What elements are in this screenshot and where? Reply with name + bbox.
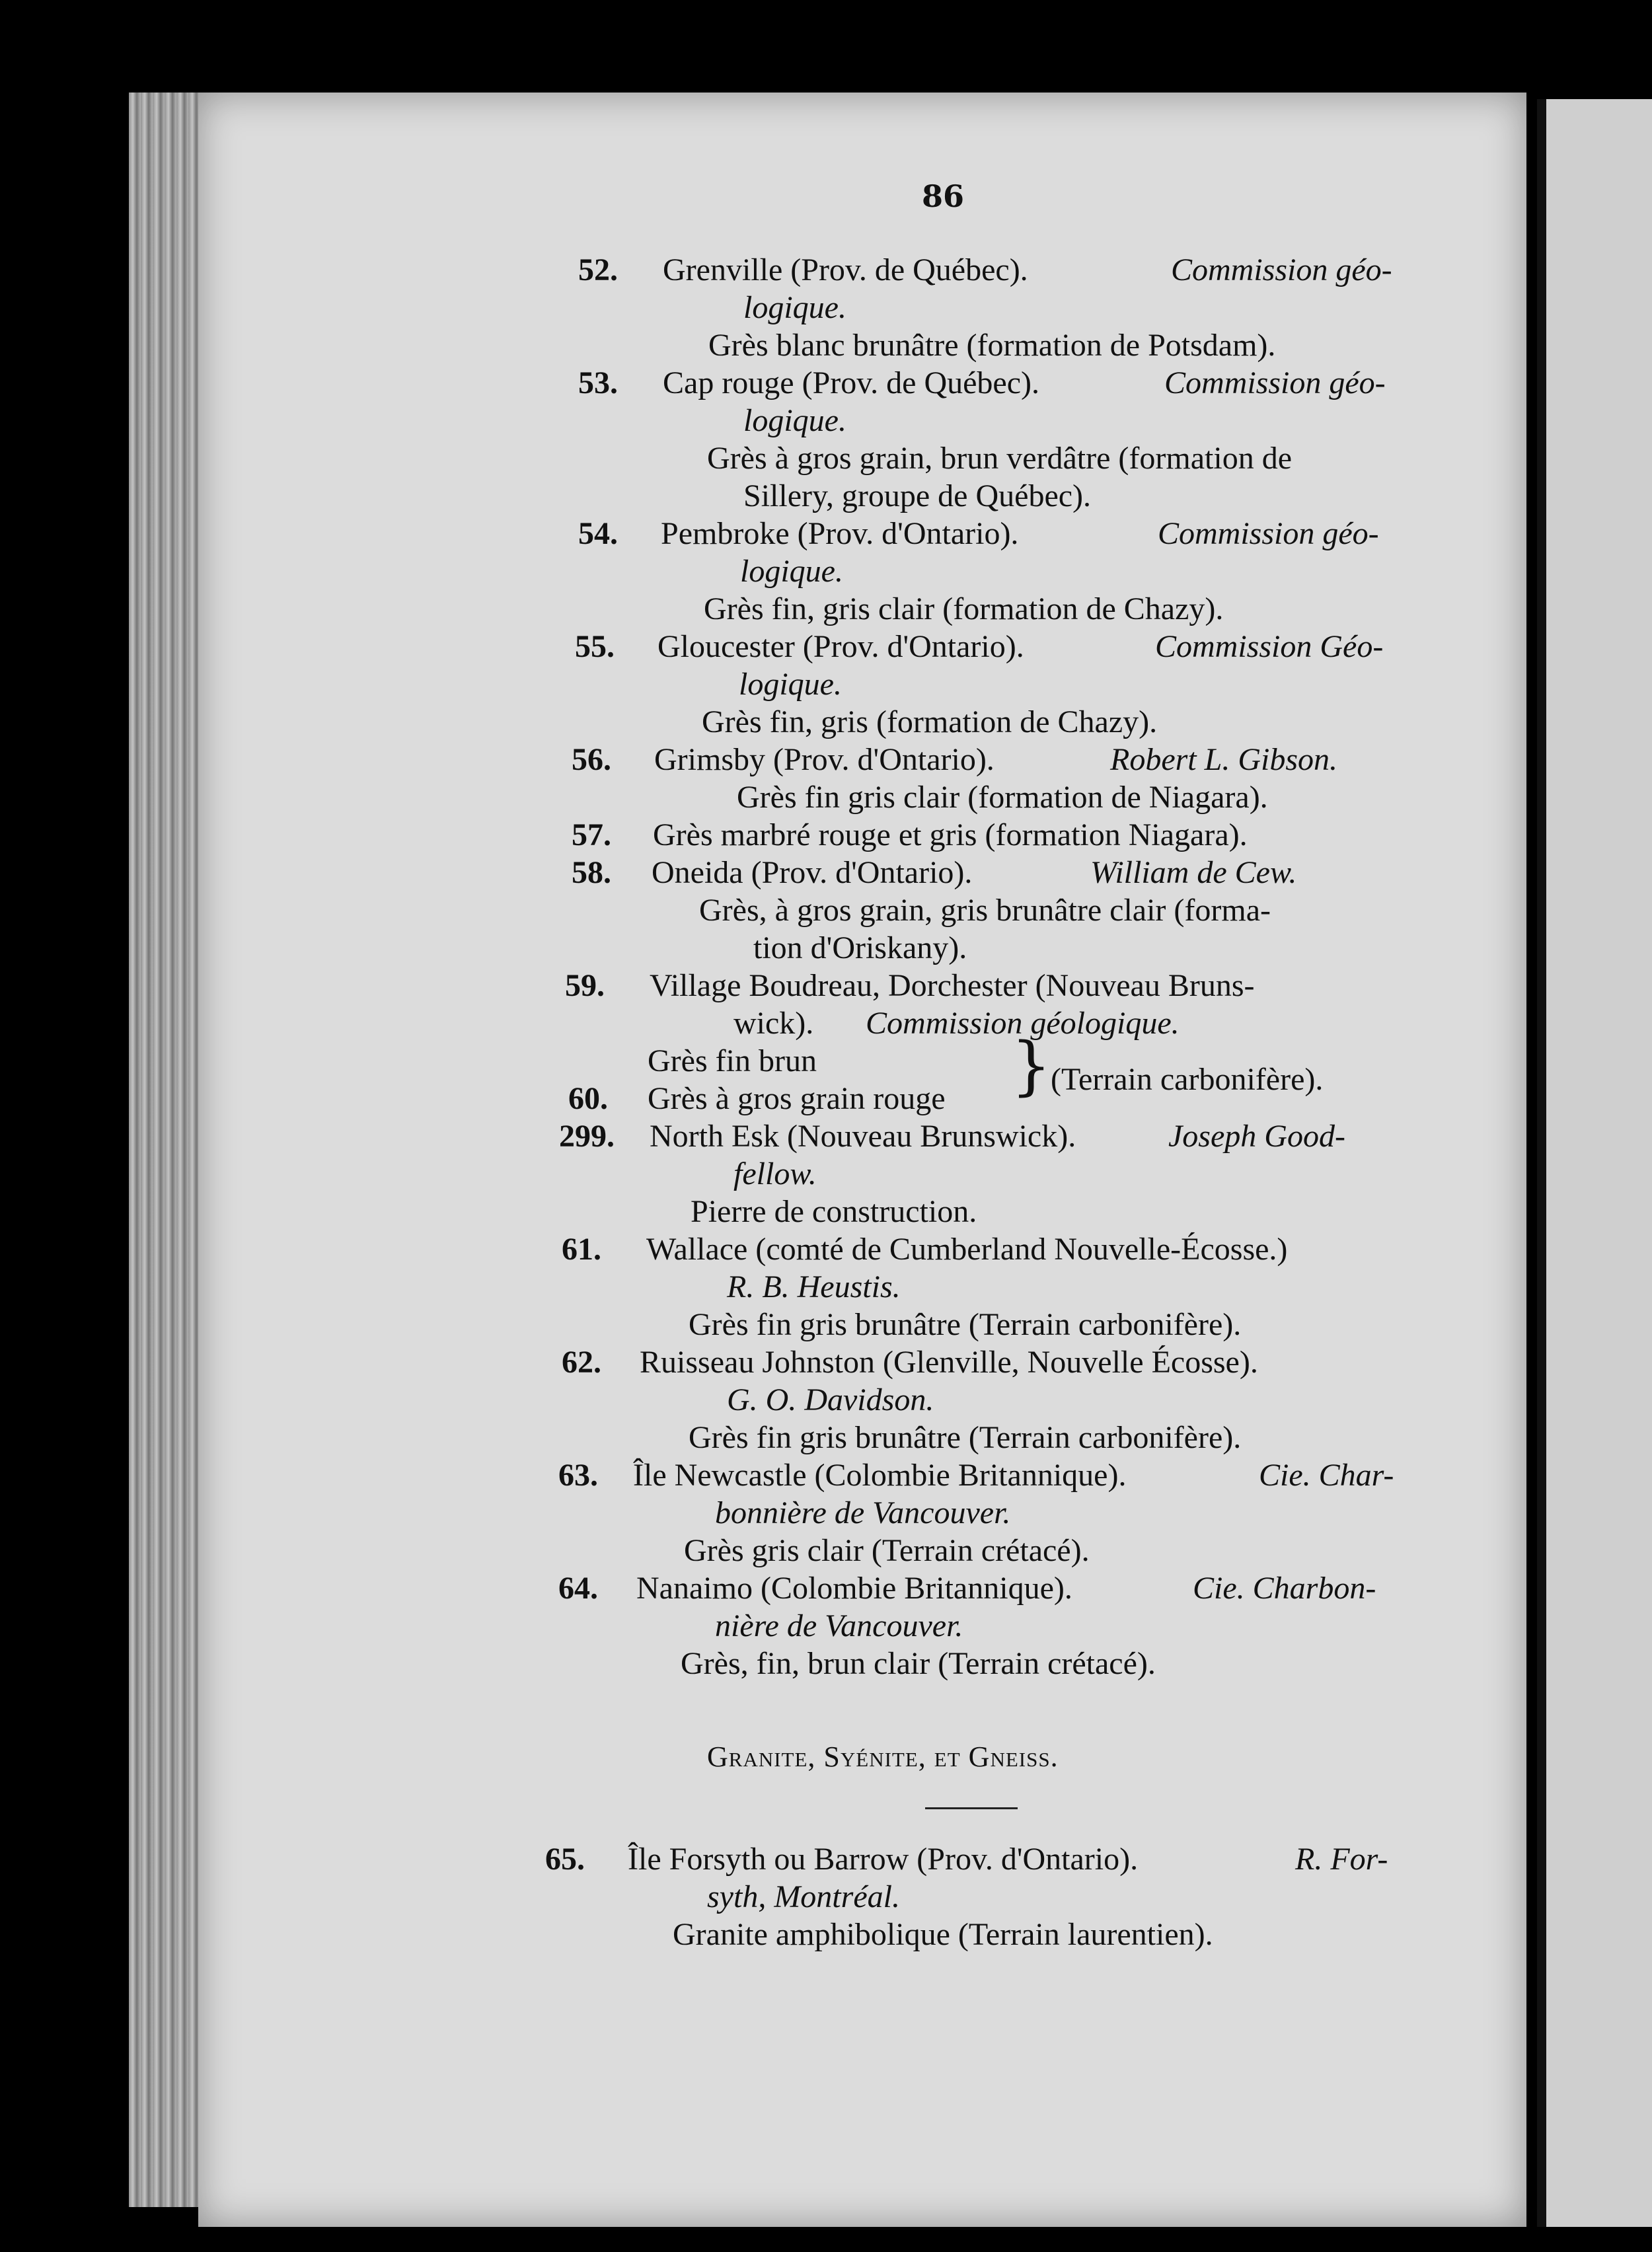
- entry-source: G. O. Davidson.: [727, 1382, 934, 1417]
- entry-source: nière de Vancouver.: [715, 1608, 963, 1643]
- entry-text: North Esk (Nouveau Brunswick).: [650, 1119, 1076, 1154]
- entry-number: 54.: [578, 516, 618, 551]
- entry-description: (Terrain carbonifère).: [1051, 1062, 1324, 1097]
- entry-text: Grimsby (Prov. d'Ontario).: [654, 742, 995, 777]
- entry-source: Commission géo-: [1171, 252, 1392, 287]
- entry-source: R. For-: [1295, 1842, 1388, 1877]
- entry-number: 59.: [565, 968, 605, 1003]
- entry-number: 61.: [562, 1232, 601, 1267]
- entry-source: R. B. Heustis.: [727, 1269, 901, 1304]
- entry-source: logique.: [743, 403, 846, 438]
- entry-source: logique.: [739, 667, 842, 702]
- entry-description: Grès fin gris clair (formation de Niagara).: [737, 780, 1268, 815]
- entry-number: 57.: [572, 817, 611, 852]
- section-divider: [925, 1807, 1018, 1809]
- entry-number: 52.: [578, 252, 618, 287]
- entry-source: Cie. Char-: [1259, 1458, 1394, 1493]
- entry-source: logique.: [743, 290, 846, 325]
- entry-description: Grès blanc brunâtre (formation de Potsdam).: [708, 328, 1276, 363]
- entry-text: Ruisseau Johnston (Glenville, Nouvelle Écosse).: [640, 1345, 1258, 1380]
- entry-text: Île Forsyth ou Barrow (Prov. d'Ontario).: [628, 1842, 1139, 1877]
- entry-description: Grès fin brun: [648, 1043, 817, 1078]
- entry-source: Commission géo-: [1164, 365, 1386, 400]
- entry-number: 58.: [572, 855, 611, 890]
- page-number: 86: [922, 178, 965, 214]
- entry-source: logique.: [740, 554, 843, 589]
- entry-source: bonnière de Vancouver.: [715, 1495, 1011, 1530]
- entry-source: Commission géo-: [1158, 516, 1379, 551]
- entry-description: Grès fin, gris clair (formation de Chazy).: [704, 591, 1224, 626]
- entry-description: Grès à gros grain rouge: [648, 1081, 946, 1116]
- entry-text: Gloucester (Prov. d'Ontario).: [657, 629, 1024, 664]
- entry-text: Pembroke (Prov. d'Ontario).: [661, 516, 1019, 551]
- entry-source: Cie. Charbon-: [1193, 1571, 1376, 1606]
- entry-number: 299.: [559, 1119, 615, 1154]
- brace-glyph: }: [1011, 1029, 1052, 1103]
- entry-text: Village Boudreau, Dorchester (Nouveau Bruns-: [650, 968, 1255, 1003]
- entry-description: Grès fin gris brunâtre (Terrain carbonifère).: [689, 1420, 1242, 1455]
- entry-text: Oneida (Prov. d'Ontario).: [652, 855, 973, 890]
- entry-number: 62.: [562, 1345, 601, 1380]
- entry-number: 55.: [575, 629, 615, 664]
- entry-source: Robert L. Gibson.: [1110, 742, 1338, 777]
- entry-description: Pierre de construction.: [691, 1194, 977, 1229]
- entry-description: Grès fin, gris (formation de Chazy).: [702, 704, 1158, 739]
- entry-number: 56.: [572, 742, 611, 777]
- entry-description: Grès, fin, brun clair (Terrain crétacé).: [681, 1646, 1156, 1681]
- entry-number: 63.: [558, 1458, 598, 1493]
- entry-description: Grès, à gros grain, gris brunâtre clair (forma-: [699, 893, 1271, 928]
- entry-source: syth, Montréal.: [707, 1879, 900, 1914]
- entry-text: Wallace (comté de Cumberland Nouvelle-Écosse.): [646, 1232, 1288, 1267]
- entry-number: 53.: [578, 365, 618, 400]
- entry-description: Grès gris clair (Terrain crétacé).: [684, 1533, 1090, 1568]
- entry-source: Joseph Good-: [1168, 1119, 1345, 1154]
- entry-description: Grès à gros grain, brun verdâtre (formation de: [707, 441, 1292, 476]
- entry-source: Commission Géo-: [1155, 629, 1384, 664]
- entry-text: Île Newcastle (Colombie Britannique).: [633, 1458, 1127, 1493]
- entry-description: Grès fin gris brunâtre (Terrain carbonifère).: [689, 1307, 1242, 1342]
- entry-description: Sillery, groupe de Québec).: [743, 478, 1092, 513]
- section-heading: Granite, Syénite, et Gneiss.: [707, 1741, 1059, 1773]
- entry-text: Grenville (Prov. de Québec).: [663, 252, 1028, 287]
- entry-number: 64.: [558, 1571, 598, 1606]
- entry-description: Granite amphibolique (Terrain laurentien).: [673, 1917, 1213, 1952]
- entry-source: Commission géologique.: [866, 1006, 1180, 1041]
- entry-number: 60.: [568, 1081, 608, 1116]
- entry-text: wick).: [733, 1006, 814, 1041]
- entry-number: 65.: [545, 1842, 585, 1877]
- entry-source: fellow.: [733, 1156, 817, 1191]
- entry-description: tion d'Oriskany).: [753, 930, 967, 965]
- entry-text: Grès marbré rouge et gris (formation Niagara).: [653, 817, 1248, 852]
- entry-source: William de Cew.: [1090, 855, 1297, 890]
- entry-text: Cap rouge (Prov. de Québec).: [663, 365, 1040, 400]
- entry-text: Nanaimo (Colombie Britannique).: [636, 1571, 1072, 1606]
